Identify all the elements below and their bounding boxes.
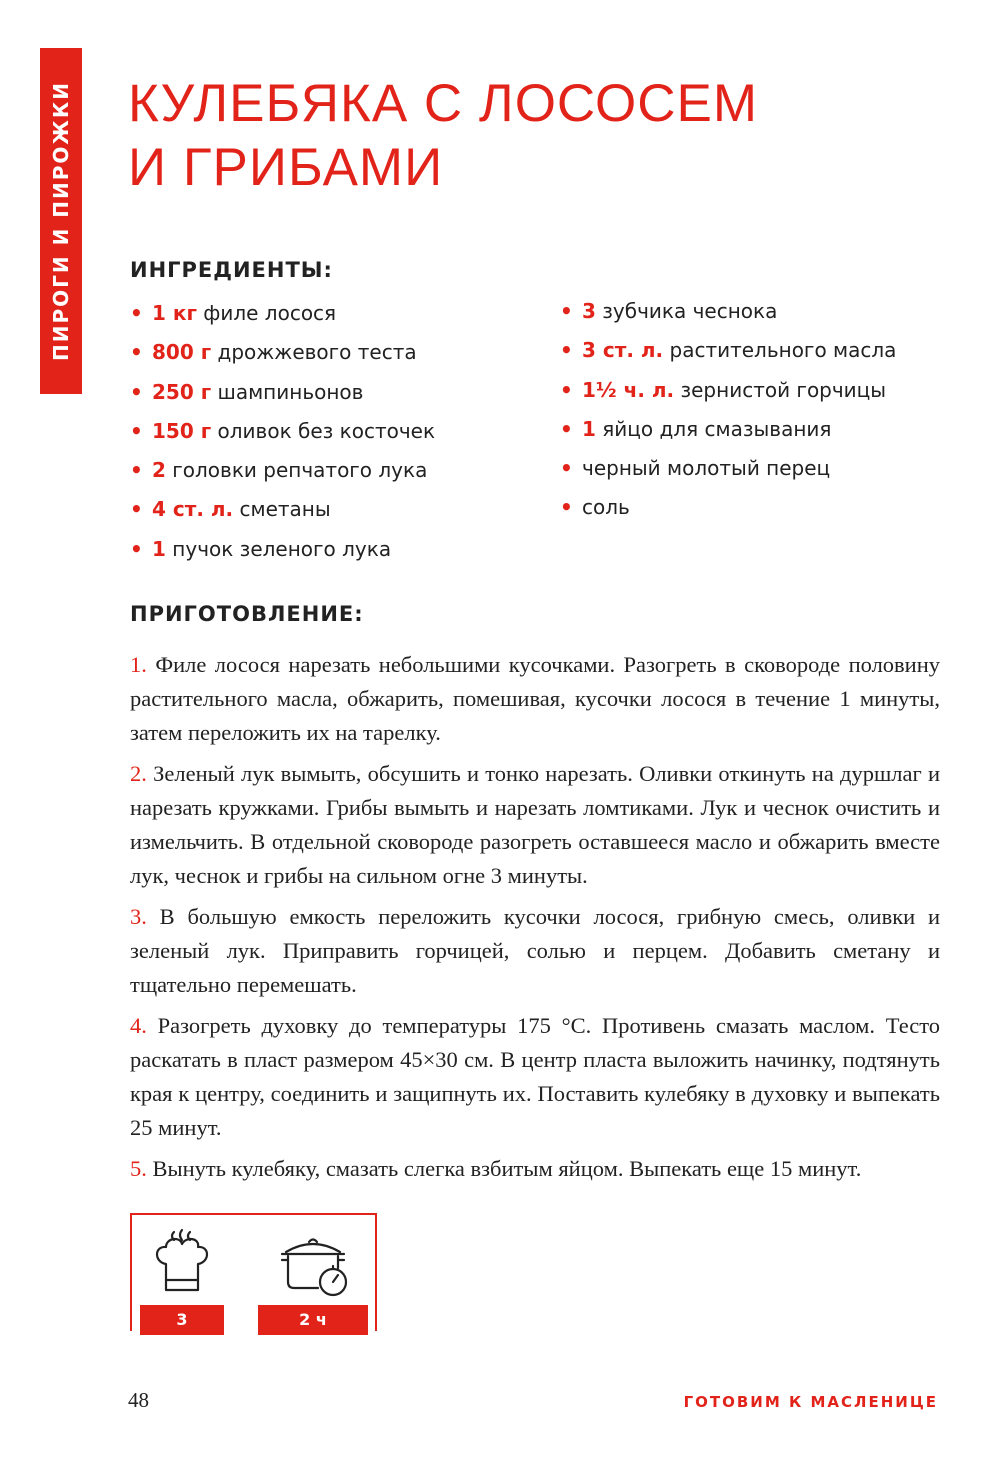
bullet-icon: • — [130, 379, 143, 404]
ingredient-amount: 150 г — [152, 418, 212, 443]
bullet-icon: • — [130, 301, 143, 325]
bullet-icon: • — [130, 458, 143, 483]
time-badge: 2 ч — [258, 1305, 368, 1335]
step-text: В большую емкость переложить кусочки лосося, грибную смесь, оливки и зеленый лук. Приправить горчицей, солью и перцем. Добавить сметану и тщательно перемешать. — [130, 904, 940, 997]
ingredients-list-left — [130, 300, 435, 575]
section-tab — [40, 48, 82, 394]
step-number: 2. — [130, 761, 147, 786]
recipe-title — [128, 72, 948, 200]
bullet-icon: • — [560, 299, 573, 323]
ingredient-item — [560, 337, 896, 376]
ingredient-text: зубчика чеснока — [595, 299, 778, 323]
step-text: Разогреть духовку до температуры 175 °С. Противень смазать маслом. Тесто раскатать в пласт размером 45×30 см. В центр пласта выложить начинку, подтянуть края к центру, соединить и защипнуть их. Поставить кулебяку в духовку и выпекать 25 минут. — [130, 1013, 941, 1140]
bullet-icon: • — [560, 456, 573, 481]
ingredient-amount: 1 — [152, 536, 166, 561]
ingredient-item — [130, 300, 435, 339]
ingredient-amount: 800 г — [152, 340, 212, 365]
ingredient-amount: 1 — [582, 416, 596, 441]
ingredient-item — [560, 298, 896, 337]
bullet-icon: • — [130, 536, 143, 561]
preparation-steps — [130, 648, 940, 1193]
ingredient-item — [560, 377, 896, 416]
ingredient-text: филе лосося — [196, 301, 337, 325]
bullet-icon: • — [560, 338, 573, 363]
ingredient-text: шампиньонов — [211, 379, 364, 404]
ingredient-item — [130, 536, 435, 575]
ingredient-item — [560, 416, 896, 455]
bullet-icon: • — [130, 340, 143, 365]
title-line-2: И ГРИБАМИ — [128, 138, 444, 197]
bullet-icon: • — [560, 416, 573, 441]
ingredient-item — [130, 457, 435, 496]
ingredients-heading: ИНГРЕДИЕНТЫ: — [130, 258, 333, 282]
difficulty-badge: 3 — [140, 1305, 224, 1335]
ingredient-text: растительного масла — [663, 338, 897, 363]
section-tab-label: ПИРОГИ И ПИРОЖКИ — [49, 81, 73, 361]
preparation-step — [130, 900, 940, 1002]
chef-hat-icon — [150, 1228, 214, 1296]
page-number: 48 — [128, 1388, 149, 1412]
ingredient-text: головки репчатого лука — [165, 458, 428, 483]
step-text: Вынуть кулебяку, смазать слегка взбитым яйцом. Выпекать еще 15 минут. — [152, 1156, 862, 1181]
step-number: 5. — [130, 1156, 147, 1181]
ingredient-amount: 3 ст. л. — [582, 338, 664, 363]
ingredient-amount: 250 г — [152, 379, 212, 404]
step-text: Зеленый лук вымыть, обсушить и тонко нарезать. Оливки откинуть на дуршлаг и нарезать кружками. Грибы вымыть и нарезать ломтиками. Лук и чеснок очистить и измельчить. В отдельной сковороде разогреть оставшееся масло и обжарить вместе лук, чеснок и грибы на сильном огне 3 минуты. — [130, 761, 940, 888]
ingredient-item — [130, 339, 435, 378]
preparation-heading: ПРИГОТОВЛЕНИЕ: — [130, 602, 364, 626]
ingredient-item — [560, 455, 896, 494]
step-number: 3. — [130, 904, 147, 929]
preparation-step — [130, 1152, 940, 1186]
bullet-icon: • — [130, 418, 143, 443]
bullet-icon: • — [130, 497, 143, 522]
ingredient-amount: 1 кг — [152, 301, 197, 325]
preparation-step — [130, 1009, 940, 1145]
ingredient-text: сметаны — [233, 497, 331, 522]
bullet-icon: • — [560, 495, 573, 520]
step-number: 1. — [130, 652, 147, 677]
ingredient-text: черный молотый перец — [582, 456, 831, 481]
ingredient-amount: 4 ст. л. — [152, 497, 234, 522]
ingredient-item — [130, 418, 435, 457]
step-text: Филе лосося нарезать небольшими кусочками. Разогреть в сковороде половину растительного масла, обжарить, помешивая, кусочки лосося в течение 1 минуты, затем переложить их на тарелку. — [130, 652, 941, 745]
ingredient-text: дрожжевого теста — [211, 340, 417, 365]
ingredient-text: яйцо для смазывания — [595, 416, 832, 441]
ingredient-text: зернистой горчицы — [674, 377, 887, 402]
preparation-step — [130, 757, 940, 893]
title-line-1: КУЛЕБЯКА С ЛОСОСЕМ — [128, 74, 759, 133]
ingredient-amount: 3 — [582, 299, 596, 323]
ingredient-item — [130, 496, 435, 535]
bullet-icon: • — [560, 377, 573, 402]
ingredient-item — [560, 494, 896, 533]
ingredients-list-right — [560, 298, 896, 534]
ingredient-text: соль — [582, 495, 630, 520]
footer-book-title: ГОТОВИМ К МАСЛЕНИЦЕ — [683, 1393, 938, 1411]
pot-timer-icon — [278, 1230, 352, 1300]
ingredient-text: пучок зеленого лука — [165, 536, 392, 561]
preparation-step — [130, 648, 940, 750]
ingredient-text: оливок без косточек — [211, 418, 436, 443]
ingredient-item — [130, 379, 435, 418]
ingredient-amount: 2 — [152, 458, 166, 483]
step-number: 4. — [130, 1013, 147, 1038]
ingredient-amount: 1½ ч. л. — [582, 377, 675, 402]
